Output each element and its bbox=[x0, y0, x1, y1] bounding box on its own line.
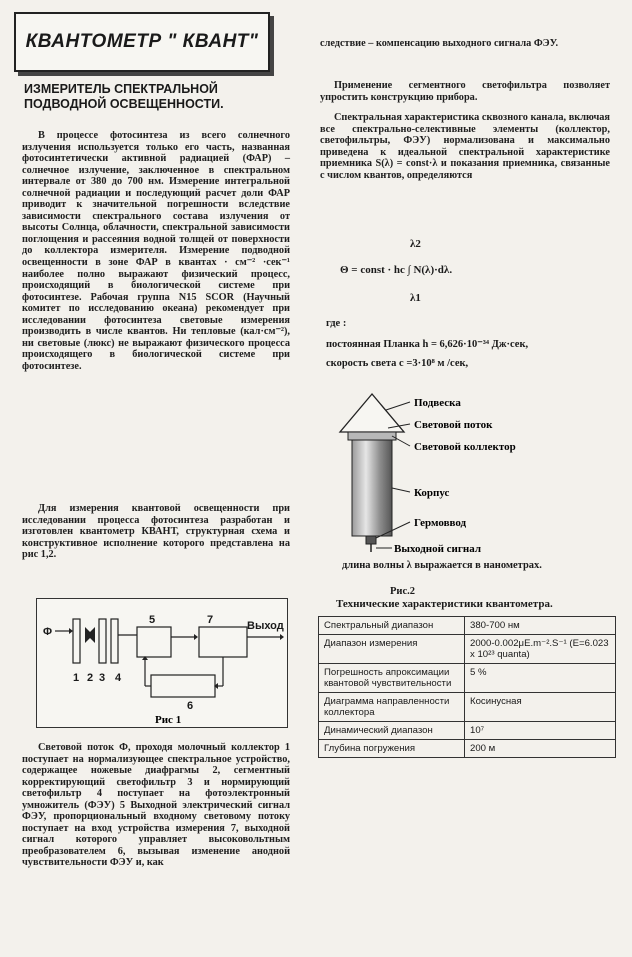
sealed-connector bbox=[366, 536, 376, 544]
spec-value: 200 м bbox=[465, 740, 616, 758]
spec-name: Динамический диапазон bbox=[319, 722, 465, 740]
table-row bbox=[319, 617, 616, 635]
label-hanger: Подвеска bbox=[414, 397, 461, 409]
label-light-collector: Световой коллектор bbox=[414, 441, 516, 453]
fig1-num-3: 3 bbox=[99, 672, 106, 684]
planck-constant: постоянная Планка h = 6,626·10⁻³⁴ Дж·сек, bbox=[326, 339, 529, 350]
label-connector: Гермоввод bbox=[414, 517, 467, 529]
fig2-caption: Рис.2 bbox=[390, 586, 415, 597]
fig1-num-5: 5 bbox=[149, 614, 156, 626]
device-paragraph: Для измерения квантовой освещенности при исследовании процесса фотосинтеза разработан и изготовлен квантометр КВАНТ, структурная схема и конструктивное исполнение которого представлена на рис 1,2. bbox=[22, 503, 290, 561]
formula-lower-limit: λ1 bbox=[410, 292, 421, 304]
formula-upper-limit: λ2 bbox=[410, 238, 421, 250]
device-body bbox=[352, 440, 392, 536]
fig1-num-2: 2 bbox=[87, 672, 94, 684]
element-1-collector bbox=[73, 619, 80, 663]
fig1-output-label: Выход bbox=[247, 620, 284, 632]
fig1-input-label: Φ bbox=[43, 626, 53, 638]
label-light-flux: Световой поток bbox=[414, 419, 493, 431]
fig1-num-1: 1 bbox=[73, 672, 80, 684]
spec-name: Диапазон измерения bbox=[319, 635, 465, 664]
tech-specs-title: Технические характеристики квантометра. bbox=[336, 598, 553, 610]
element-6-hv-converter bbox=[151, 675, 215, 697]
table-row bbox=[319, 722, 616, 740]
fig1-num-4: 4 bbox=[115, 672, 122, 684]
element-4-filter bbox=[111, 619, 118, 663]
spec-value: 5 % bbox=[465, 664, 616, 693]
intro-paragraph: В процессе фотосинтеза из всего солнечного излучения используется только его часть, названная фотосинтетически активной радиацией (ФАР) – солнечное излучение, заключенное в спектральном интервале от 380 до 700 нм. Измерение интегральной солнечной радиации и последующий расчет доли ФАР приводит к значительной погрешности вследствие зависимости спектрального состава излучения от высоты Солнца, облачности, спектральной зависимости поглощения и рассеяния водной толщей от поверхности до коллектора измерителя. Измерение подводной освещенности в зоне ФАР в квантах · см⁻² ·сек⁻¹ наиболее полно выражают физический процесс, происходящий в биологической системе при фотосинтезе. Рабочая группа N15 SCOR (Научный комитет по исследованию океана) рекомендует при исследовании фотосинтеза световые измерения производить в числе квантов. Ни тепловые (кал·см⁻²), ни световые (люкс) не выражают физического процесса происходящего в биологической системе при фотосинтезе. bbox=[22, 130, 290, 372]
where-label: где : bbox=[326, 318, 347, 329]
speed-of-light: скорость света с =3·10⁸ м /сек, bbox=[326, 358, 469, 369]
filter-paragraph: Применение сегментного светофильтра позволяет упростить конструкцию прибора. bbox=[320, 80, 610, 103]
subtitle: ИЗМЕРИТЕЛЬ СПЕКТРАЛЬНОЙ ПОДВОДНОЙ ОСВЕЩЕННОСТИ. bbox=[24, 82, 224, 111]
formula bbox=[340, 238, 580, 308]
element-3-filter bbox=[99, 619, 106, 663]
spec-value: 10⁷ bbox=[465, 722, 616, 740]
operation-paragraph: Световой поток Ф, проходя молочный коллектор 1 поступает на нормализующее спектральное устройство, содержащее ножевые диафрагмы 2, сегментный корректирующий светофильтр 3 и нормирующий светофильтр 4 поступает на фотоэлектронный умножитель (ФЭУ) 5 Выходной электрический сигнал ФЭУ, пропорциональный входному световому потоку поступает на вход устройства измерения 7, выходной сигнал которого управляет высоковольтным преобразователем 6, вызывая изменение анодной чувствительности ФЭУ и, как bbox=[22, 742, 290, 869]
table-row bbox=[319, 635, 616, 664]
spec-name: Погрешность апроксимации квантовой чувствительности bbox=[319, 664, 465, 693]
label-body: Корпус bbox=[414, 487, 450, 499]
spec-value: 2000-0.002μE.m⁻².S⁻¹ (E=6.023 x 10²³ quanta) bbox=[465, 635, 616, 664]
hanger-triangle bbox=[340, 394, 404, 432]
fig1-caption: Рис 1 bbox=[155, 714, 182, 726]
fig1-num-6: 6 bbox=[187, 700, 194, 712]
continuation-paragraph: следствие – компенсацию выходного сигнала ФЭУ. bbox=[320, 38, 559, 49]
spectral-paragraph: Спектральная характеристика сквозного канала, включая все спектрально-селективные элементы (коллектор, светофильтры, ФЭУ) нормализована и максимально приведена к идеальной спектральной характеристике приемника S(λ) = const·λ и показания приемника, связанные с числом квантов, определяются bbox=[320, 112, 610, 181]
light-collector bbox=[348, 432, 396, 440]
element-5-pmt bbox=[137, 627, 171, 657]
table-row bbox=[319, 664, 616, 693]
spec-name: Глубина погружения bbox=[319, 740, 465, 758]
table-row bbox=[319, 693, 616, 722]
element-7-measuring-device bbox=[199, 627, 247, 657]
spec-name: Спектральный диапазон bbox=[319, 617, 465, 635]
formula-expression: Θ = const · hc ∫ N(λ)·dλ. bbox=[340, 264, 453, 276]
title-box bbox=[14, 12, 270, 72]
specs-table bbox=[318, 616, 616, 758]
spec-name: Диаграмма направленности коллектора bbox=[319, 693, 465, 722]
spec-value: 380-700 нм bbox=[465, 617, 616, 635]
figure-1-block-diagram bbox=[36, 598, 288, 728]
page-title: КВАНТОМЕТР " КВАНТ" bbox=[25, 31, 259, 52]
figure-2-device bbox=[326, 388, 616, 563]
wavelength-note: длина волны λ выражается в нанометрах. bbox=[342, 560, 542, 571]
spec-value: Косинусная bbox=[465, 693, 616, 722]
fig1-num-7: 7 bbox=[207, 614, 214, 626]
label-output-signal: Выходной сигнал bbox=[394, 543, 482, 555]
table-row bbox=[319, 740, 616, 758]
